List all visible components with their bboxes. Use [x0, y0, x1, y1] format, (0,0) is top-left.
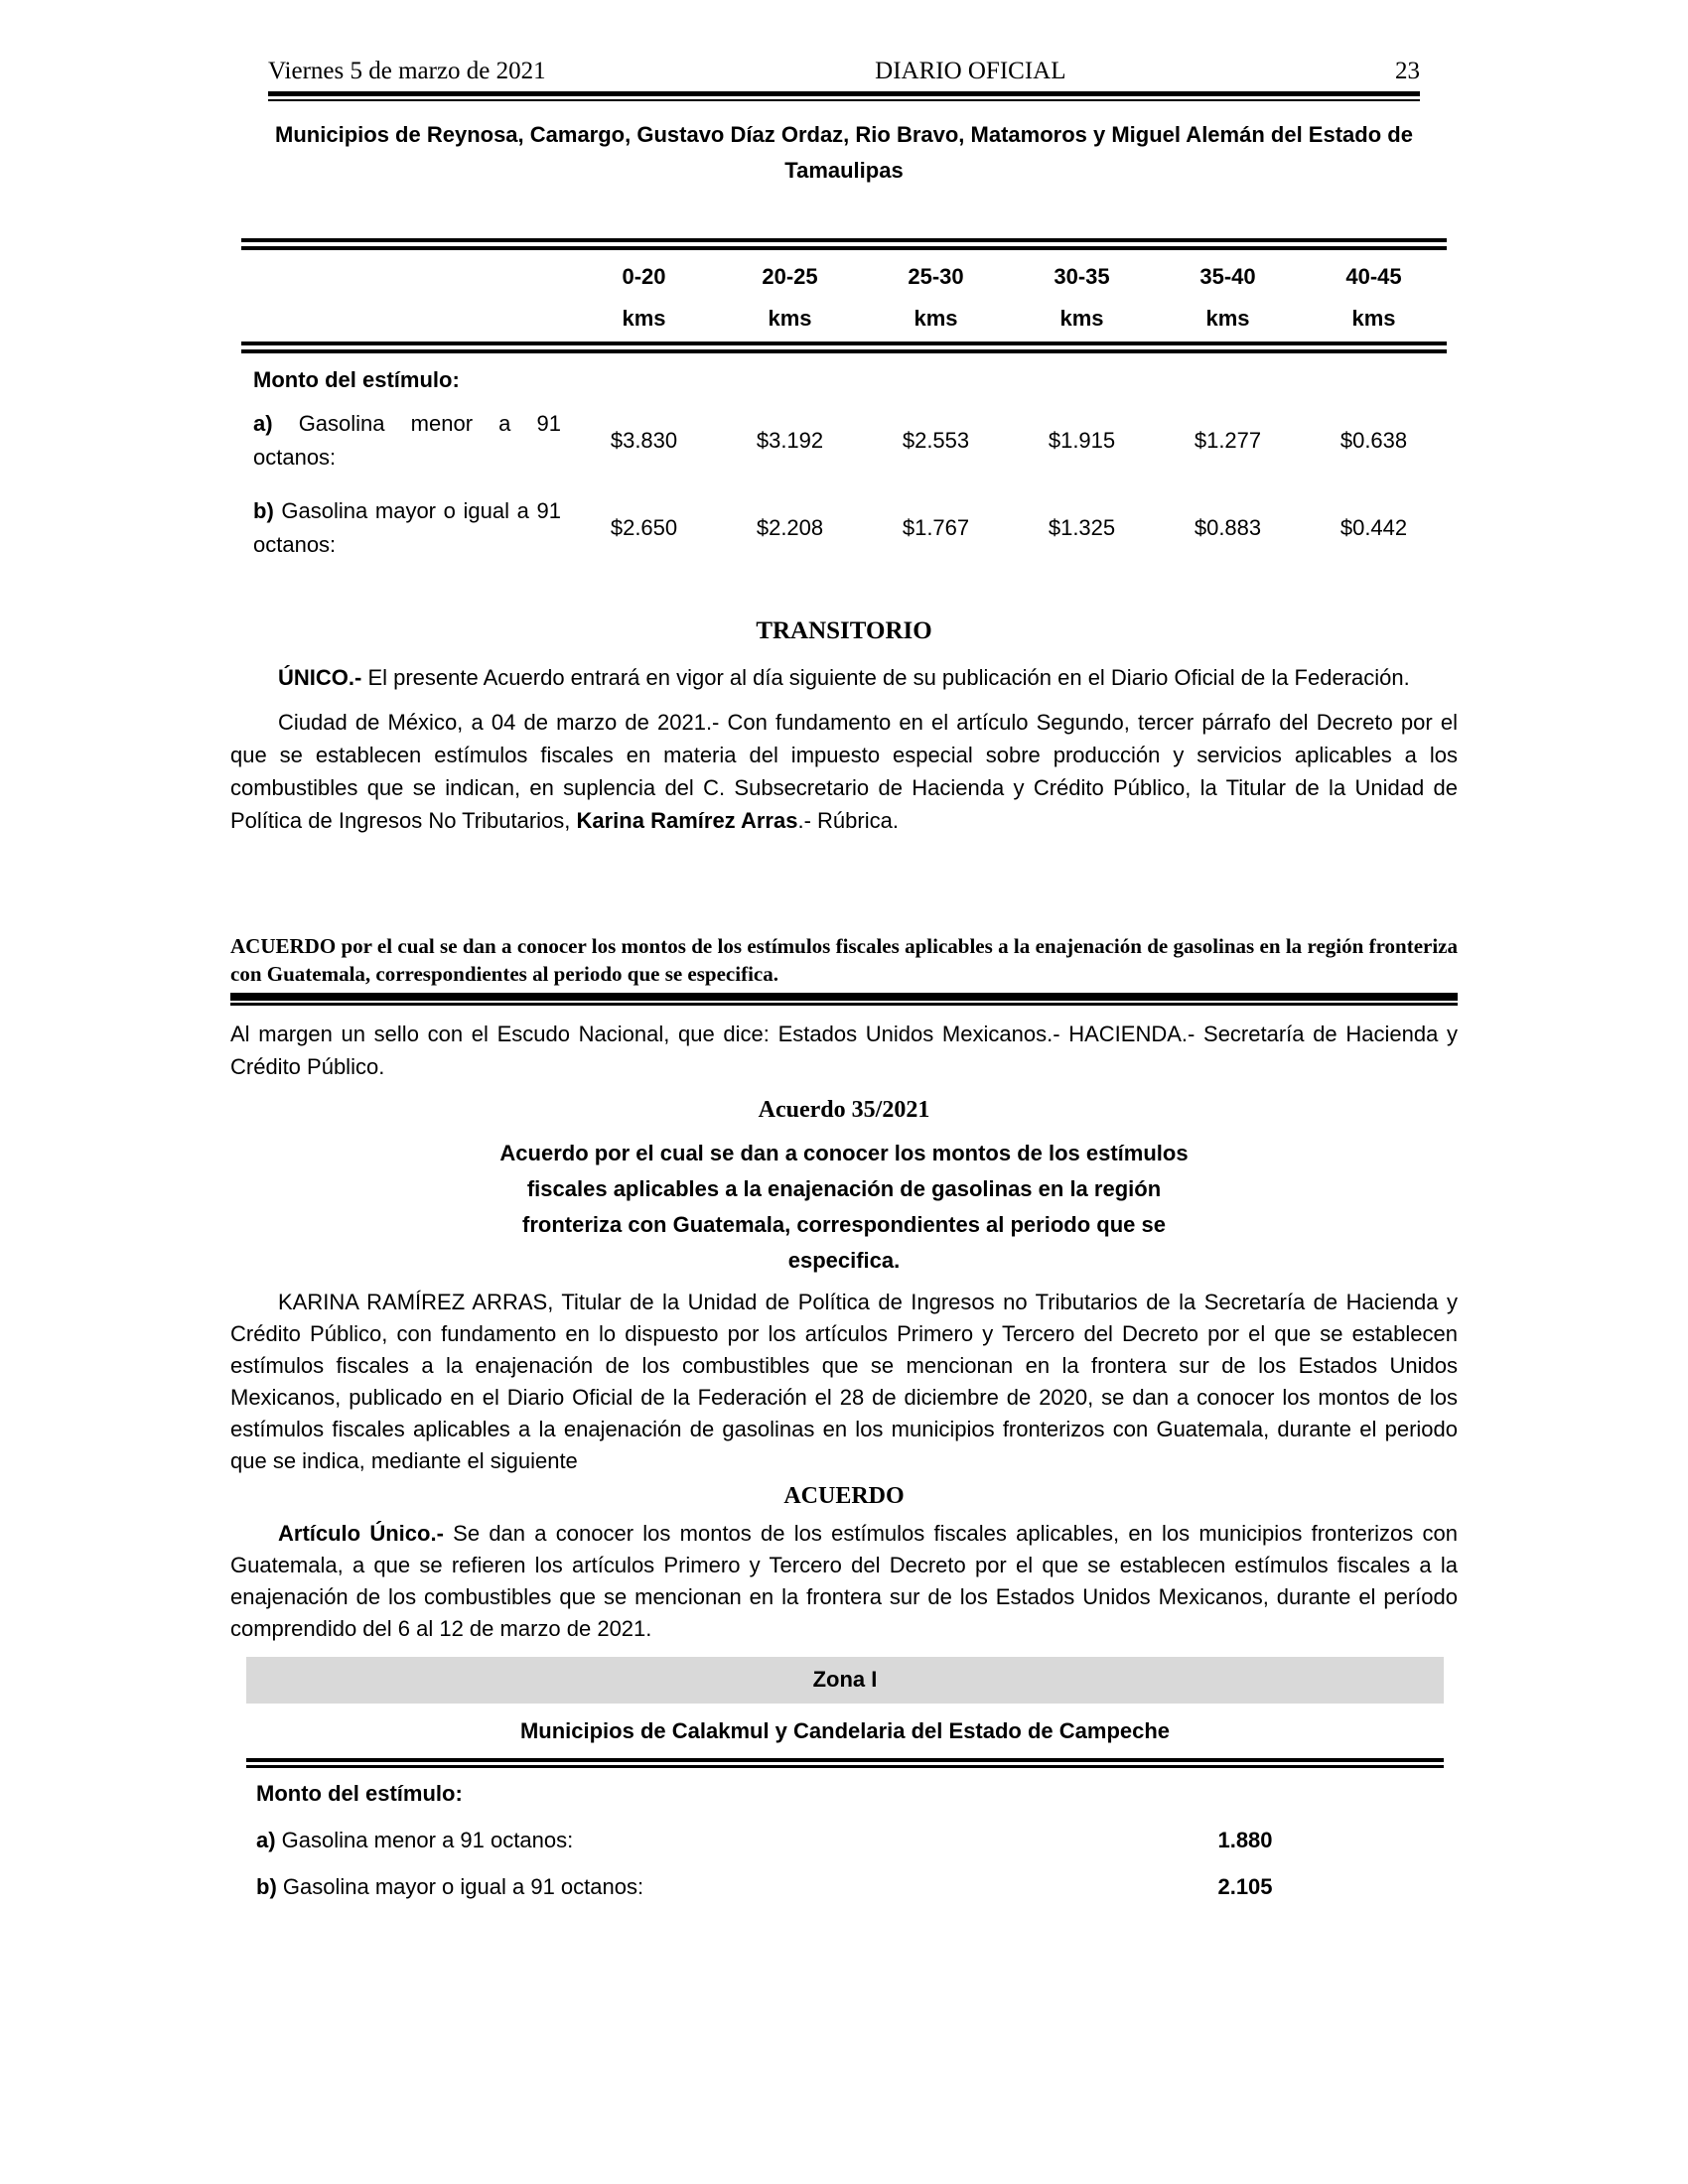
- cell-value: $1.767: [902, 515, 970, 540]
- headline-divider: [230, 993, 1458, 1006]
- cell-value: $2.650: [610, 515, 678, 540]
- table-header-empty-cell: [241, 258, 571, 332]
- zona-banner: Zona I: [246, 1657, 1444, 1704]
- column-header: 0-20 kms: [622, 264, 666, 331]
- cell-value: $3.192: [756, 428, 824, 453]
- acuerdo-heading: ACUERDO: [783, 1483, 905, 1509]
- gazette-title: DIARIO OFICIAL: [875, 58, 1066, 84]
- table-top-rule: [241, 238, 1447, 250]
- cell-value: $2.553: [902, 428, 970, 453]
- al-margen-paragraph: Al margen un sello con el Escudo Nacional, que dice: Estados Unidos Mexicanos.- HACIENDA.- Secretaría de Hacienda y Crédito Público.: [230, 1022, 1458, 1079]
- zona-rule: [246, 1758, 1444, 1768]
- cell-value: $1.915: [1048, 428, 1116, 453]
- tamaulipas-title: Municipios de Reynosa, Camargo, Gustavo Díaz Ordaz, Rio Bravo, Matamoros y Miguel Alemán del Estado de Tamaulipas: [275, 122, 1413, 183]
- table-header-row: [241, 250, 1447, 341]
- acuerdo-number: Acuerdo 35/2021: [758, 1097, 930, 1123]
- zona-row: [246, 1828, 1444, 1853]
- subject-line: Acuerdo por el cual se dan a conocer los montos de los estímulos: [499, 1141, 1189, 1165]
- subject-line: especifica.: [787, 1248, 901, 1273]
- header-date: Viernes 5 de marzo de 2021: [268, 58, 546, 84]
- column-header: 35-40 kms: [1199, 264, 1256, 331]
- cell-value: $0.638: [1339, 428, 1408, 453]
- zona-table: [246, 1657, 1444, 1900]
- cell-value: 2.105: [1217, 1874, 1273, 1899]
- cell-value: $3.830: [610, 428, 678, 453]
- subject-line: fiscales aplicables a la enajenación de gasolinas en la región: [526, 1176, 1162, 1201]
- cell-value: $0.883: [1194, 515, 1262, 540]
- column-header: 25-30 kms: [908, 264, 964, 331]
- table-row: [241, 407, 1447, 475]
- header-divider: [268, 91, 1420, 101]
- zona-subtitle: Municipios de Calakmul y Candelaria del Estado de Campeche: [519, 1718, 1171, 1743]
- column-header: 30-35 kms: [1054, 264, 1110, 331]
- unico-paragraph: ÚNICO.- El presente Acuerdo entrará en vigor al día siguiente de su publicación en el Diario Oficial de la Federación.: [278, 665, 1410, 690]
- zona-row: [246, 1874, 1444, 1900]
- row-label: a) Gasolina menor a 91 octanos:: [256, 1828, 574, 1852]
- tamaulipas-table: [241, 238, 1447, 562]
- cell-value: $1.277: [1194, 428, 1262, 453]
- intro-paragraph: KARINA RAMÍREZ ARRAS, Titular de la Unidad de Política de Ingresos no Tributarios de la Secretaría de Hacienda y Crédito Público, con fundamento en lo dispuesto por los artículos Primero y Tercero del Decreto por el que se establecen estímulos fiscales a la enajenación de los combustibles que se mencionan en la frontera sur de los Estados Unidos Mexicanos, publicado en el Diario Oficial de la Federación el 28 de diciembre de 2020, se dan a conocer los montos de los estímulos fiscales aplicables a la enajenación de gasolinas en los municipios fronterizos con Guatemala, durante el periodo que se indica, mediante el siguiente: [230, 1290, 1458, 1473]
- transitorio-heading: TRANSITORIO: [756, 617, 932, 644]
- city-date-paragraph: Ciudad de México, a 04 de marzo de 2021.- Con fundamento en el artículo Segundo, tercer párrafo del Decreto por el que se establecen estímulos fiscales en materia del impuesto especial sobre producción y servicios aplicables a los combustibles que se indican, en suplencia del C. Subsecretario de Hacienda y Crédito Público, la Titular de la Unidad de Política de Ingresos No Tributarios, Karina Ramírez Arras.- Rúbrica.: [230, 710, 1458, 833]
- subject-line: fronteriza con Guatemala, correspondientes al periodo que se: [522, 1212, 1166, 1237]
- column-header: 20-25 kms: [762, 264, 818, 331]
- page-number: 23: [1394, 58, 1420, 84]
- row-label: b) Gasolina mayor o igual a 91 octanos:: [256, 1874, 644, 1899]
- guatemala-headline: ACUERDO por el cual se dan a conocer los montos de los estímulos fiscales aplicables a la enajenación de gasolinas en la región fronteriza con Guatemala, correspondientes al periodo que se especifica.: [230, 934, 1458, 986]
- row-label: b) Gasolina mayor o igual a 91 octanos:: [253, 498, 561, 557]
- column-header: 40-45 kms: [1345, 264, 1402, 331]
- row-label: a) Gasolina menor a 91 octanos:: [253, 411, 561, 470]
- cell-value: $2.208: [756, 515, 824, 540]
- cell-value: $1.325: [1048, 515, 1116, 540]
- table-row: [241, 494, 1447, 562]
- table-section-label: Monto del estímulo:: [253, 367, 460, 392]
- cell-value: 1.880: [1217, 1828, 1273, 1852]
- cell-value: $0.442: [1339, 515, 1408, 540]
- zona-section-label: Monto del estímulo:: [256, 1781, 463, 1806]
- table-header-rule: [241, 341, 1447, 353]
- page-header: [268, 0, 1420, 85]
- acuerdo-subject: [0, 1136, 1688, 1279]
- articulo-unico-paragraph: Artículo Único.- Se dan a conocer los montos de los estímulos fiscales aplicables, en los municipios fronterizos con Guatemala, a que se refieren los artículos Primero y Tercero del Decreto por el que se establecen estímulos fiscales a la enajenación de los combustibles que se mencionan en la frontera sur de los Estados Unidos Mexicanos, durante el período comprendido del 6 al 12 de marzo de 2021.: [230, 1521, 1459, 1641]
